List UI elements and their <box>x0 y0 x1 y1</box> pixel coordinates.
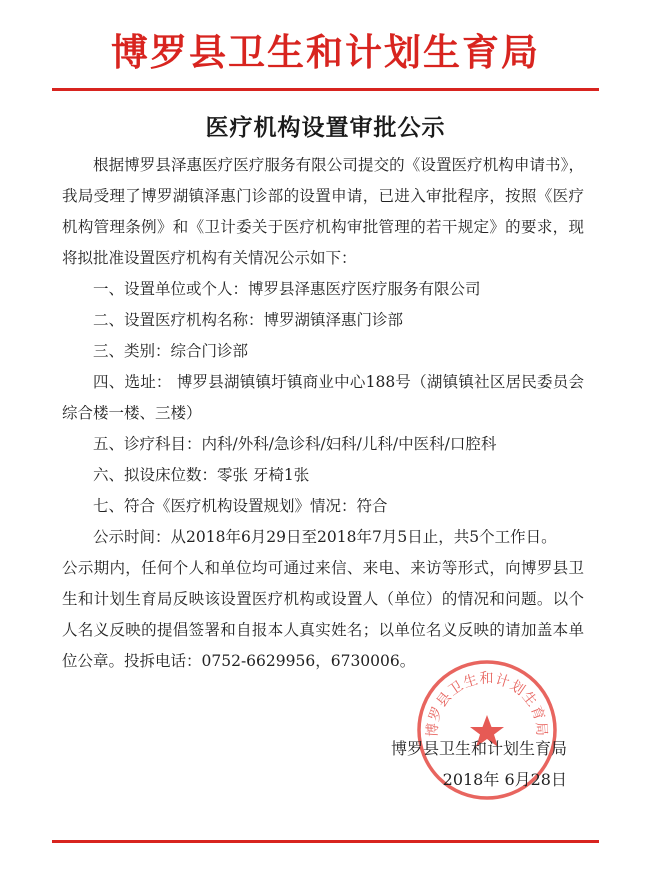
notice-period: 公示时间：从2018年6月29日至2018年7月5日止，共5个工作日。 <box>93 528 557 546</box>
list-item: 六、拟设床位数：零张 牙椅1张 <box>93 466 310 484</box>
list-item: 一、设置单位或个人：博罗县泽惠医疗医疗服务有限公司 <box>93 280 481 298</box>
list-item: 五、诊疗科目：内科/外科/急诊科/妇科/儿科/中医科/口腔科 <box>93 435 497 453</box>
intro-paragraph: 根据博罗县泽惠医疗医疗服务有限公司提交的《设置医疗机构申请书》，我局受理了博罗湖镇泽惠门诊部的设置申请，已进入审批程序，按照《医疗机构管理条例》和《卫计委关于医疗机构审批管理的若干规定》的要求，现将拟批准设置医疗机构有关情况公示如下： <box>62 156 584 267</box>
document-body <box>62 150 584 677</box>
signature-org: 博罗县卫生和计划生育局 <box>390 739 567 758</box>
list-item: 七、符合《医疗机构设置规划》情况：符合 <box>93 497 388 515</box>
notice-details: 公示期内，任何个人和单位均可通过来信、来电、来访等形式，向博罗县卫生和计划生育局反映该设置医疗机构或设置人（单位）的情况和问题。以个人名义反映的提倡签署和自报本人真实姓名；以单位名义反映的请加盖本单位公章。投拆电话：0752-6629956，6730006。 <box>62 559 584 670</box>
svg-text:博罗县卫生和计划生育局: 博罗县卫生和计划生育局 <box>424 671 550 738</box>
header-rule <box>52 88 599 91</box>
list-item: 二、设置医疗机构名称：博罗湖镇泽惠门诊部 <box>93 311 404 329</box>
footer-rule <box>52 840 599 843</box>
signature-block <box>391 733 567 795</box>
signature-date: 2018年 6月28日 <box>442 770 567 789</box>
org-title: 博罗县卫生和计划生育局 <box>111 31 540 74</box>
list-item: 四、选址： 博罗县湖镇镇圩镇商业中心188号（湖镇镇社区居民委员会综合楼一楼、三楼） <box>62 373 584 422</box>
list-item: 三、类别：综合门诊部 <box>93 342 249 360</box>
document-title: 医疗机构设置审批公示 <box>205 114 446 141</box>
